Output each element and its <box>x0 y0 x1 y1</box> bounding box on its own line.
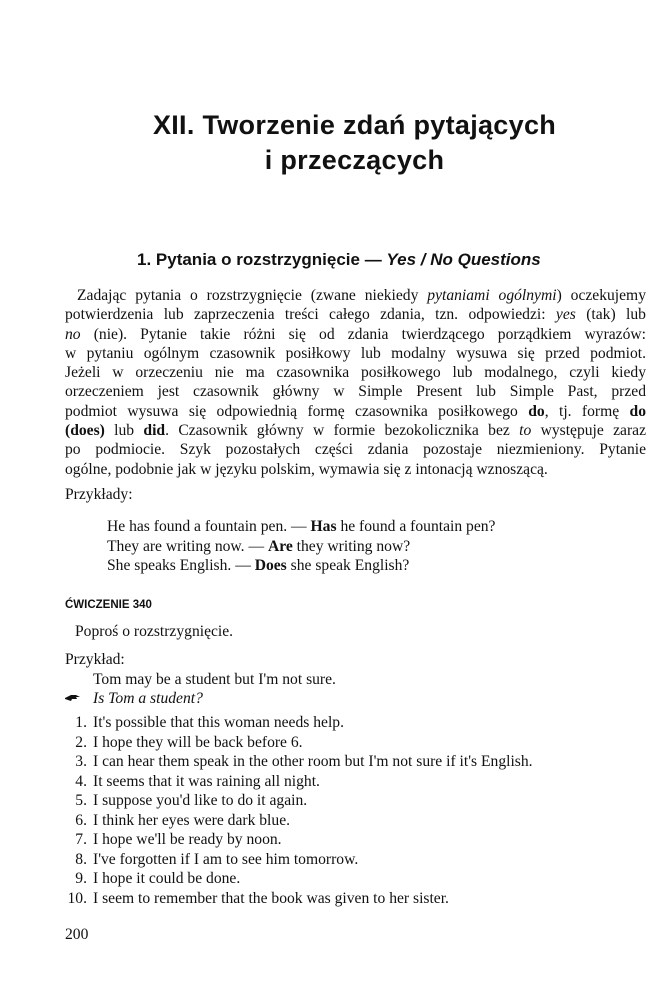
item-text: I hope we'll be ready by noon. <box>93 831 282 848</box>
intro-paragraph <box>65 286 646 479</box>
example-bold: Does <box>254 557 287 574</box>
section-heading-english: Yes / No Questions <box>386 250 541 269</box>
item-text: It's possible that this woman needs help. <box>93 714 344 731</box>
paragraph-bold: (does) <box>65 422 105 440</box>
item-number: 3. <box>75 753 87 770</box>
paragraph-line: Jeżeli w orzeczeniu nie ma czasownika posiłkowego lub modalnego, czyli kiedy <box>65 364 646 382</box>
example-bold: Are <box>267 537 293 555</box>
paragraph-line <box>65 305 646 324</box>
item-number: 4. <box>75 772 87 790</box>
item-text: I hope it could be done. <box>93 870 241 887</box>
example-text: he found a fountain pen? <box>336 518 496 535</box>
list-item <box>65 889 533 909</box>
paragraph-text: podmiot wysuwa się odpowiednią formę czasownika posiłkowego <box>65 402 529 420</box>
list-item <box>65 772 533 792</box>
exercise-example-sentence: Tom may be a student but I'm not sure. <box>93 670 336 688</box>
item-text: It seems that it was raining all night. <box>93 772 320 790</box>
chapter-title-line2: i przeczących <box>264 145 445 175</box>
item-number: 10. <box>67 889 87 907</box>
list-item <box>65 733 533 753</box>
list-item <box>65 811 533 831</box>
examples-list <box>107 517 495 576</box>
item-text: I hope they will be back before 6. <box>93 733 303 751</box>
item-text: I can hear them speak in the other room but I'm not sure if it's English. <box>93 753 533 770</box>
exercise-example-answer: Is Tom a student? <box>93 690 203 707</box>
list-item <box>65 869 533 889</box>
exercise-instruction: Poproś o rozstrzygnięcie. <box>75 623 234 640</box>
paragraph-line <box>65 402 646 421</box>
paragraph-line: po podmiocie. Szyk pozostałych części zdania pozostaje niezmieniony. Pytanie <box>65 441 646 459</box>
paragraph-text: (nie). Pytanie takie różni się od zdania twierdzącego porządkiem wyrazów: <box>80 325 646 343</box>
item-number: 1. <box>75 714 87 731</box>
exercise-example-answer-row <box>65 689 336 709</box>
examples-label: Przykłady: <box>65 486 133 503</box>
exercise-items <box>65 713 533 908</box>
paragraph-line: orzeczeniem jest czasownik główny w Simple Present lub Simple Past, przed <box>65 383 646 401</box>
paragraph-line <box>65 286 646 305</box>
paragraph-text: , tj. formę <box>544 402 630 420</box>
example-text: she speak English? <box>286 557 410 574</box>
list-item <box>65 713 533 733</box>
item-text: I seem to remember that the book was given to her sister. <box>93 889 449 907</box>
paragraph-italic: no <box>65 325 81 343</box>
exercise-example-label: Przykład: <box>65 651 125 668</box>
example-line <box>107 556 495 576</box>
item-number: 6. <box>75 811 87 829</box>
paragraph-italic: yes <box>555 306 576 324</box>
paragraph-line: w pytaniu ogólnym czasownik posiłkowy lub modalny wysuwa się przed podmiot. <box>65 344 646 362</box>
list-item <box>65 752 533 772</box>
list-item <box>65 830 533 850</box>
item-number: 2. <box>75 733 87 751</box>
chapter-title-line1: XII. Tworzenie zdań pytających <box>152 110 557 140</box>
paragraph-text: lub <box>104 422 144 440</box>
paragraph-italic: pytaniami ogólnymi <box>427 287 557 304</box>
list-item <box>65 850 533 870</box>
pointing-hand-icon <box>65 693 81 703</box>
example-text: He has found a fountain pen. — <box>107 518 311 535</box>
chapter-title <box>22 108 665 178</box>
paragraph-text: (tak) lub <box>575 306 646 324</box>
list-item <box>65 791 533 811</box>
paragraph-bold: did <box>143 422 166 440</box>
section-heading <box>137 250 541 270</box>
example-text: She speaks English. — <box>107 557 255 574</box>
paragraph-text: . Czasownik główny w formie bezokolicznika bez <box>165 422 520 440</box>
item-number: 5. <box>75 792 87 809</box>
example-line <box>107 537 495 557</box>
item-number: 8. <box>75 850 87 868</box>
page-number: 200 <box>65 926 89 943</box>
item-text: I think her eyes were dark blue. <box>93 811 291 829</box>
exercise-example <box>65 650 336 709</box>
item-number: 7. <box>75 831 87 848</box>
item-text: I've forgotten if I am to see him tomorrow. <box>93 850 359 868</box>
paragraph-line <box>65 325 646 344</box>
paragraph-bold: do <box>629 402 647 420</box>
paragraph-bold: do <box>528 402 545 420</box>
example-bold: Has <box>310 518 337 535</box>
exercise-heading: ĆWICZENIE 340 <box>65 599 152 611</box>
paragraph-line: ogólne, podobnie jak w języku polskim, wymawia się z intonacją wznoszącą. <box>65 460 548 478</box>
example-text: they writing now? <box>292 537 411 555</box>
example-line <box>107 517 495 537</box>
paragraph-line <box>65 421 646 440</box>
paragraph-italic: to <box>519 422 532 440</box>
paragraph-text: potwierdzenia lub zaprzeczenia treści całego zdania, tzn. odpowiedzi: <box>65 306 556 324</box>
paragraph-text: Zadając pytania o rozstrzygnięcie (zwane niekiedy <box>77 287 428 304</box>
paragraph-text: występuje zaraz <box>531 422 646 440</box>
item-number: 9. <box>75 870 87 887</box>
example-text: They are writing now. — <box>107 537 268 555</box>
section-heading-number-title: 1. Pytania o rozstrzygnięcie — <box>137 250 387 269</box>
item-text: I suppose you'd like to do it again. <box>93 792 308 809</box>
paragraph-text: ) oczekujemy <box>556 287 646 304</box>
